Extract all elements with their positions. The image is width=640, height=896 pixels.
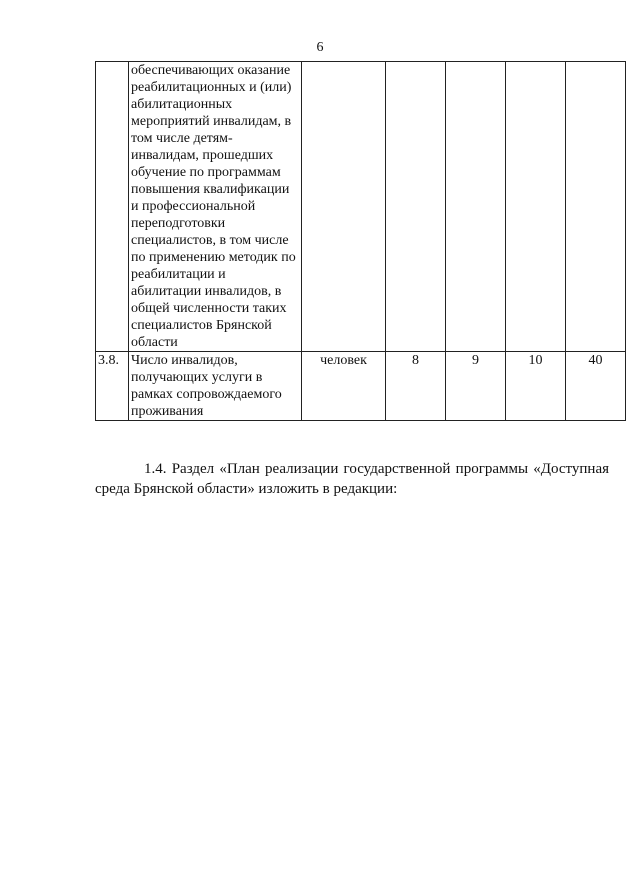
paragraph-line: среда Брянской области» изложить в редакции: [95, 481, 398, 497]
value-cell [566, 62, 626, 352]
paragraph-line: 1.4. Раздел «План реализации государственной программы «Доступная [144, 461, 609, 477]
indicator-name-cell: обеспечивающих оказание реабилитационных и (или) абилитационных мероприятий инвалидам, в том числе детям-инвалидам, прошедших обучение по программам повышения квалификации и профессиональной переподготовки специалистов, в том числе по применению методик по реабилитации и абилитации инвалидов, в общей численности таких специалистов Брянской области [129, 62, 302, 352]
value-cell: 8 [386, 352, 446, 421]
value-cell [446, 62, 506, 352]
table-row [96, 352, 626, 421]
value-cell: 10 [506, 352, 566, 421]
page-number: 6 [316, 40, 324, 55]
indicators-table [95, 61, 626, 421]
unit-cell [302, 62, 386, 352]
row-number-cell: 3.8. [96, 352, 129, 421]
amendment-paragraph [95, 459, 609, 499]
value-cell: 40 [566, 352, 626, 421]
value-cell: 9 [446, 352, 506, 421]
table-row [96, 62, 626, 352]
value-cell [386, 62, 446, 352]
unit-cell: человек [302, 352, 386, 421]
row-number-cell [96, 62, 129, 352]
indicator-name-cell: Число инвалидов, получающих услуги в рамках сопровождаемого проживания [129, 352, 302, 421]
value-cell [506, 62, 566, 352]
